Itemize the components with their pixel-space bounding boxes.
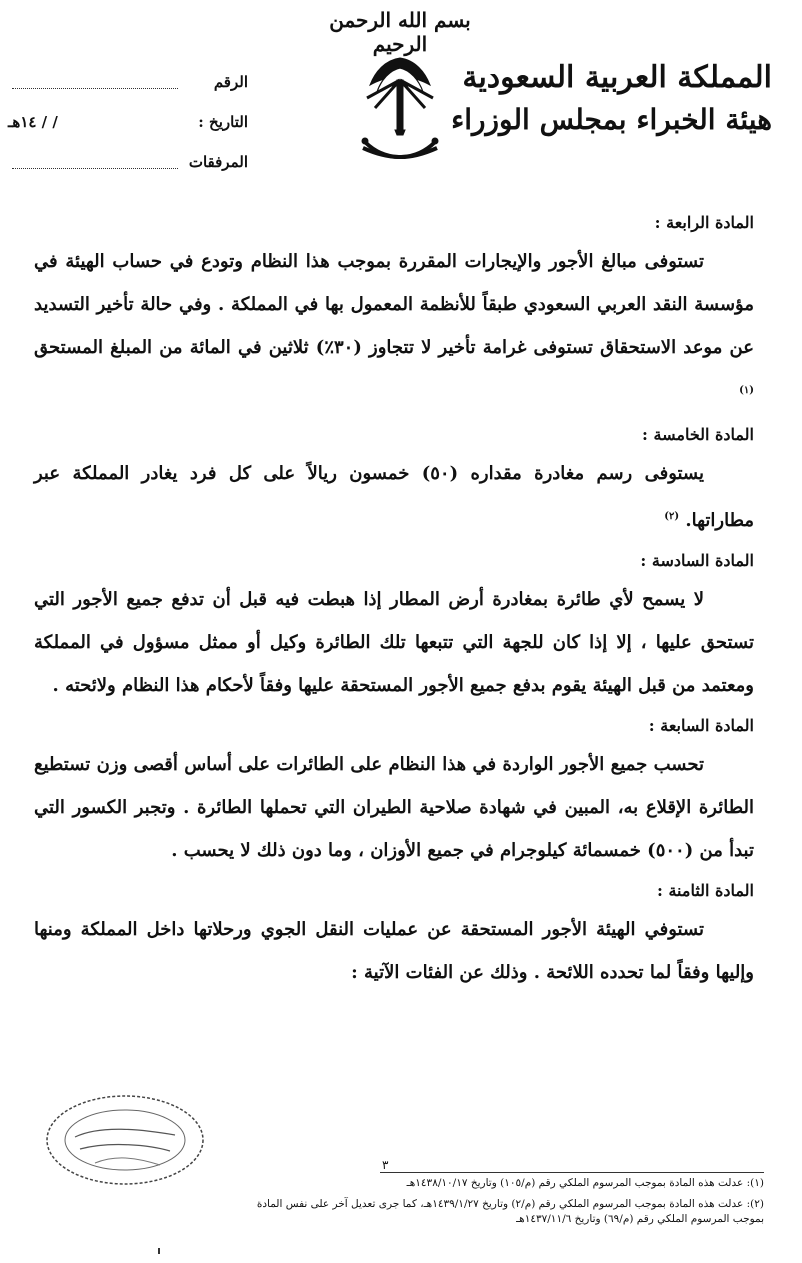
reference-blank <box>12 76 178 89</box>
saudi-emblem-icon <box>355 50 445 175</box>
footnote-divider <box>380 1172 764 1173</box>
reference-label: الرقم <box>213 73 248 91</box>
article-heading: المادة الخامسة : <box>642 425 754 444</box>
article-text: تستوفى مبالغ الأجور والإيجارات المقررة بموجب هذا النظام وتودع في حساب الهيئة في مؤسسة النقد العربي السعودي طبقاً للأنظمة المعمول بها في المملكة . وفي حالة تأخير التسديد عن موعد الاستحقاق تستوفى غرامة تأخير لا تتجاوز (٣٠٪) ثلاثين في المائة من المبلغ المستحق $^{(١)}$ <box>34 251 754 396</box>
footnote-ref: (١) <box>739 385 754 396</box>
footnote: (٢): عدلت هذه المادة بموجب المرسوم الملكي رقم (م/٢) وتاريخ ١٤٣٩/١/٢٧هـ، كما جرى تعديل آخر على نفس المادة بموجب المرسوم الملكي رقم (م/٦٩) وتاريخ ١٤٣٧/١١/٦هـ <box>256 1198 764 1225</box>
org-country: المملكة العربية السعودية <box>462 60 772 95</box>
attachments-label: المرفقات <box>188 153 248 171</box>
attachments-row <box>8 142 248 182</box>
article-heading: المادة السابعة : <box>648 716 754 735</box>
reference-block <box>8 62 248 182</box>
article-text: لا يسمح لأي طائرة بمغادرة أرض المطار إذا هبطت فيه قبل أن تدفع جميع الأجور التي تستحق عليها ، إلا إذا كان للجهة التي تتبعها تلك الطائرة وكيل أو ممثل مسؤول في المملكة ومعتمد من قبل الهيئة يقوم بدفع جميع الأجور المستحقة عليها وفقاً لأحكام هذا النظام ولائحته . <box>34 589 754 696</box>
org-authority: هيئة الخبراء بمجلس الوزراء <box>451 103 772 136</box>
basmala: بسم الله الرحمن الرحيم <box>329 8 471 56</box>
footnote: (١): عدلت هذه المادة بموجب المرسوم الملكي رقم (م/١٠٥) وتاريخ ١٤٣٨/١٠/١٧هـ <box>406 1177 764 1189</box>
article-heading: المادة الثامنة : <box>657 881 754 900</box>
page-number: ٣ <box>382 1158 389 1172</box>
article-heading: المادة السادسة : <box>640 551 754 570</box>
reference-number-row <box>8 62 248 102</box>
official-stamp-icon <box>40 1085 210 1195</box>
article-text: يستوفى رسم مغادرة مقداره (٥٠) خمسون ريالاً على كل فرد يغادر المملكة عبر مطاراتها. $^{(٢)}$ <box>34 463 754 531</box>
date-label: التاريخ : <box>198 113 248 131</box>
article-heading: المادة الرابعة : <box>654 213 754 232</box>
scan-mark <box>158 1248 160 1254</box>
attachments-blank <box>12 156 178 169</box>
organization-header <box>451 58 772 140</box>
date-value: ١٤هـ / / <box>8 113 58 131</box>
article-text: تحسب جميع الأجور الواردة في هذا النظام على الطائرات على أساس أقصى وزن تستطيع الطائرة الإقلاع به، المبين في شهادة صلاحية الطيران التي تحملها الطائرة . وتجبر الكسور التي تبدأ من (٥٠٠) خمسمائة كيلوجرام في جميع الأوزان ، وما دون ذلك لا يحسب . <box>34 754 754 861</box>
footnotes <box>225 1176 764 1233</box>
footnote-ref: (٢) <box>664 511 680 522</box>
document-body <box>34 206 754 996</box>
date-row <box>8 102 248 142</box>
article-text: تستوفي الهيئة الأجور المستحقة عن عمليات النقل الجوي ورحلاتها داخل المملكة ومنها وإليها وفقاً لما تحدده اللائحة . وذلك عن الفئات الآتية : <box>34 919 754 983</box>
